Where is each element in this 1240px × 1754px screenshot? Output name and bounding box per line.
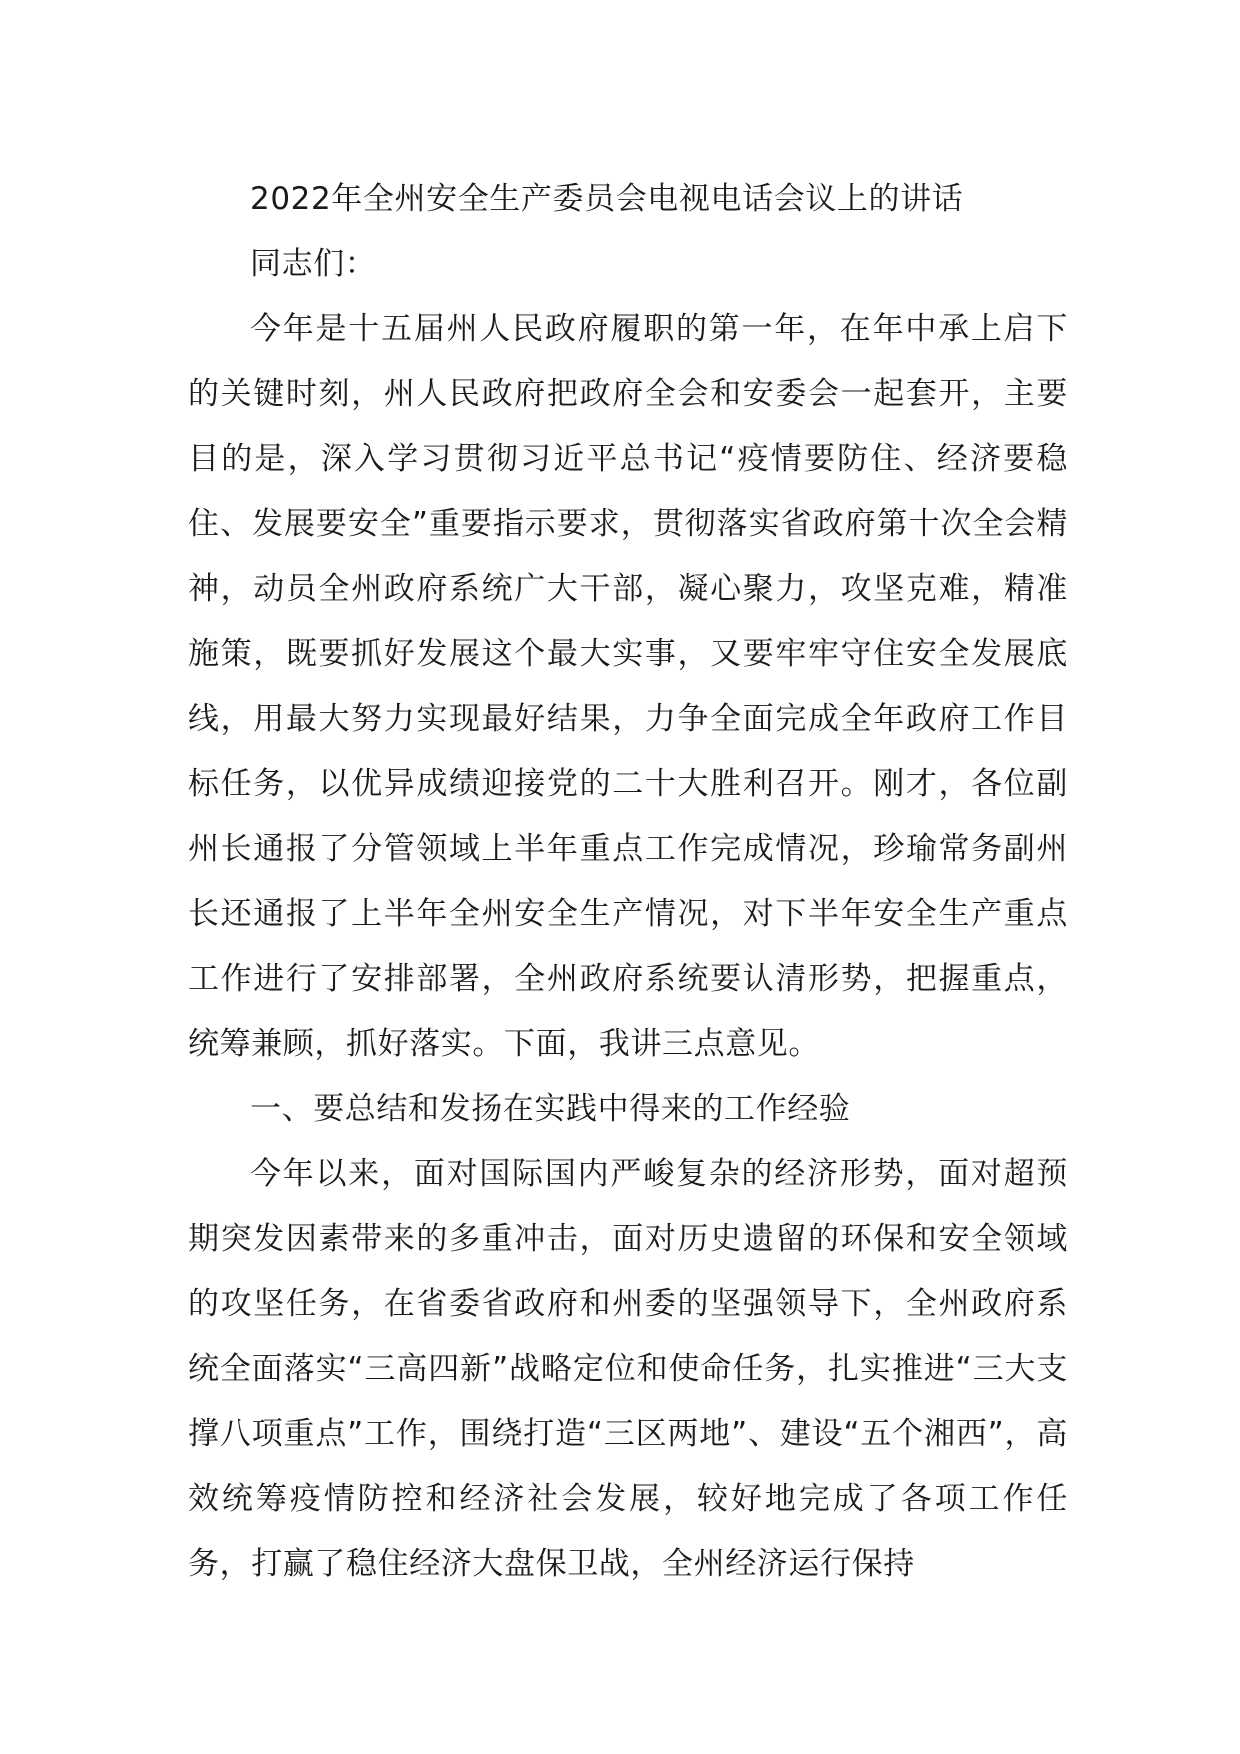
paragraph-intro: 今年是十五届州人民政府履职的第一年，在年中承上启下的关键时刻，州人民政府把政府全会和安委会一起套开，主要目的是，深入学习贯彻习近平总书记“疫情要防住、经济要稳住、发展要安全”重要指示要求，贯彻落实省政府第十次全会精神，动员全州政府系统广大干部，凝心聚力，攻坚克难，精准施策，既要抓好发展这个最大实事，又要牢牢守住安全发展底线，用最大努力实现最好结果，力争全面完成全年政府工作目标任务，以优异成绩迎接党的二十大胜利召开。刚才，各位副州长通报了分管领域上半年重点工作完成情况，珍瑜常务副州长还通报了上半年全州安全生产情况，对下半年安全生产重点工作进行了安排部署，全州政府系统要认清形势，把握重点，统筹兼顾，抓好落实。下面，我讲三点意见。 [188, 311, 1068, 1062]
salutation: 同志们： [250, 246, 377, 282]
section-heading-1: 一、要总结和发扬在实践中得来的工作经验 [250, 1091, 851, 1127]
document-title: 2022年全州安全生产委员会电视电话会议上的讲话 [250, 181, 964, 217]
paragraph-section-1: 今年以来，面对国际国内严峻复杂的经济形势，面对超预期突发因素带来的多重冲击，面对历史遗留的环保和安全领域的攻坚任务，在省委省政府和州委的坚强领导下，全州政府系统全面落实“三高四新”战略定位和使命任务，扎实推进“三大支撑八项重点”工作，围绕打造“三区两地”、建设“五个湘西”，高效统筹疫情防控和经济社会发展，较好地完成了各项工作任务，打赢了稳住经济大盘保卫战，全州经济运行保持 [188, 1156, 1068, 1582]
document-body [188, 167, 1068, 1597]
